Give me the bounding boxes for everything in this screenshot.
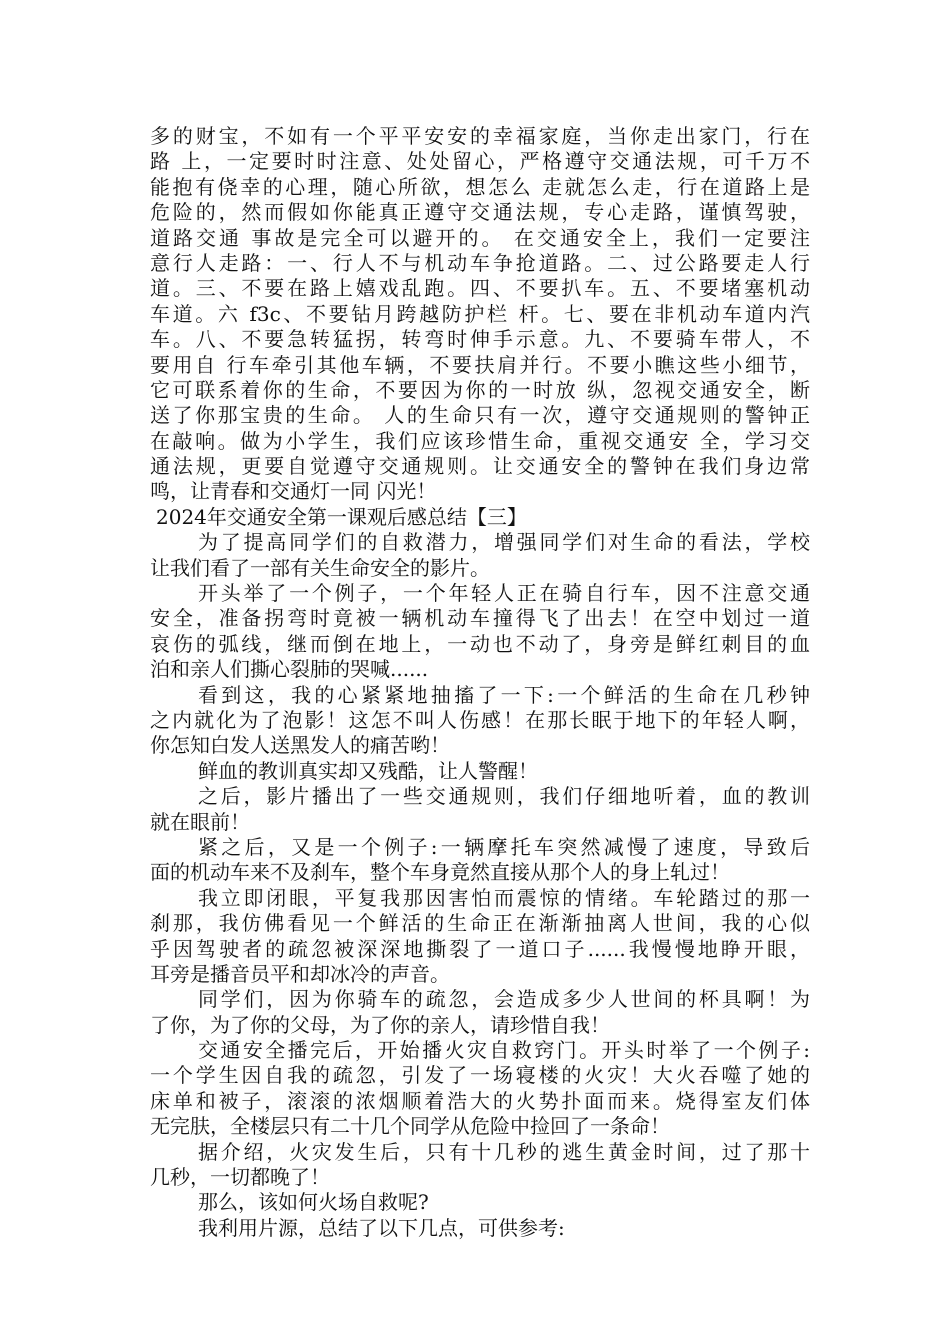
text-line: 泊和亲人们撕心裂肺的哭喊......	[150, 657, 429, 682]
text-line: 在敲响。做为小学生，我们应该珍惜生命，重视交通安 全，学习交	[150, 428, 810, 453]
text-line: 多的财宝，不如有一个平平安安的幸福家庭，当你走出家门，行在	[150, 124, 810, 148]
paragraph	[150, 1216, 810, 1241]
paragraph	[150, 987, 810, 1038]
text-line: 道路交通 事故是完全可以避开的。 在交通安全上，我们一定要注	[150, 225, 810, 250]
intro-section	[150, 124, 810, 505]
text-line: 鲜血的教训真实却又残酷，让人警醒！	[198, 758, 538, 783]
text-line: 同学们，因为你骑车的疏忽，会造成多少人世间的杯具啊！为	[198, 987, 810, 1012]
text-line: 哀伤的弧线，继而倒在地上，一动也不动了，身旁是鲜红刺目的血	[150, 631, 810, 656]
section-heading: 2024年交通安全第一课观后感总结【三】	[156, 504, 527, 529]
text-line: 就在眼前！	[150, 809, 250, 834]
text-line: 危险的，然而假如你能真正遵守交通法规，专心走路，谨慎驾驶，	[150, 200, 810, 225]
text-line: 之内就化为了泡影！这怎不叫人伤感！在那长眠于地下的年轻人啊，	[150, 707, 810, 732]
body-section	[150, 530, 810, 1241]
text-line: 为了提高同学们的自救潜力，增强同学们对生命的看法，学校	[198, 530, 810, 555]
text-line: 安全，准备拐弯时竟被一辆机动车撞得飞了出去！在空中划过一道	[150, 606, 810, 631]
text-line: 交通安全播完后，开始播火灾自救窍门。开头时举了一个例子:	[198, 1038, 810, 1063]
paragraph	[150, 1190, 810, 1215]
text-line: 我立即闭眼，平复我那因害怕而震惊的情绪。车轮踏过的那一	[198, 885, 810, 910]
paragraph	[150, 886, 810, 988]
text-line: 能抱有侥幸的心理，随心所欲，想怎么 走就怎么走，行在道路上是	[150, 174, 810, 199]
text-line: 耳旁是播音员平和却冰冷的声音。	[150, 961, 450, 986]
paragraph	[150, 1038, 810, 1140]
text-line: 我利用片源，总结了以下几点，可供参考:	[198, 1215, 565, 1240]
text-line: 看到这，我的心紧紧地抽搐了一下:一个鲜活的生命在几秒钟	[198, 682, 810, 707]
paragraph	[150, 530, 810, 581]
text-line: 床单和被子，滚滚的浓烟顺着浩大的火势扑面而来。烧得室友们体	[150, 1088, 810, 1113]
text-line: 要用自 行车牵引其他车辆，不要扶肩并行。不要小瞧这些小细节，	[150, 352, 810, 377]
text-line: 让我们看了一部有关生命安全的影片。	[150, 555, 490, 580]
text-line: 刹那，我仿佛看见一个鲜活的生命正在渐渐抽离人世间，我的心似	[150, 911, 810, 936]
text-line: 车。八、不要急转猛拐，转弯时伸手示意。九、不要骑车带人，不	[150, 327, 810, 352]
text-line: 一个学生因自我的疏忽，引发了一场寝楼的火灾！大火吞噬了她的	[150, 1063, 810, 1088]
text-line: 意行人走路：一、行人不与机动车争抢道路。二、过公路要走人行	[150, 250, 810, 275]
text-line: 几秒，一切都晚了！	[150, 1165, 330, 1190]
text-line: 了你，为了你的父母，为了你的亲人，请珍惜自我！	[150, 1012, 610, 1037]
paragraph	[150, 1140, 810, 1191]
text-line: 无完肤，全楼层只有二十几个同学从危险中捡回了一条命！	[150, 1114, 670, 1139]
text-line: 紧之后，又是一个例子:一辆摩托车突然减慢了速度，导致后	[198, 834, 810, 859]
paragraph	[150, 784, 810, 835]
paragraph	[150, 759, 810, 784]
text-line: 鸣，让青春和交通灯一同 闪光！	[150, 479, 437, 504]
document-page	[150, 124, 810, 1241]
text-line: 面的机动车来不及刹车，整个车身竟然直接从那个人的身上轧过！	[150, 860, 730, 885]
text-line: 开头举了一个例子，一个年轻人正在骑自行车，因不注意交通	[198, 581, 810, 606]
text-line: 之后，影片播出了一些交通规则，我们仔细地听着，血的教训	[198, 784, 810, 809]
paragraph	[150, 835, 810, 886]
text-line: 那么，该如何火场自救呢?	[198, 1190, 429, 1215]
text-line: 车道。六 f3c、不要钻月跨越防护栏 杆。七、要在非机动车道内汽	[150, 301, 810, 326]
text-line: 道。三、不要在路上嬉戏乱跑。四、不要扒车。五、不要堵塞机动	[150, 276, 810, 301]
text-line: 它可联系着你的生命，不要因为你的一时放 纵，忽视交通安全，断	[150, 377, 810, 402]
text-line: 路 上，一定要时时注意、处处留心，严格遵守交通法规，可千万不	[150, 149, 810, 174]
text-line: 你怎知白发人送黑发人的痛苦哟！	[150, 733, 450, 758]
text-line: 通法规，更要自觉遵守交通规则。让交通安全的警钟在我们身边常	[150, 454, 810, 479]
text-line: 送了你那宝贵的生命。 人的生命只有一次，遵守交通规则的警钟正	[150, 403, 810, 428]
paragraph	[150, 683, 810, 759]
text-line: 据介绍，火灾发生后，只有十几秒的逃生黄金时间，过了那十	[198, 1139, 810, 1164]
paragraph	[150, 581, 810, 683]
text-line: 乎因驾驶者的疏忽被深深地撕裂了一道口子......我慢慢地睁开眼，	[150, 936, 810, 961]
